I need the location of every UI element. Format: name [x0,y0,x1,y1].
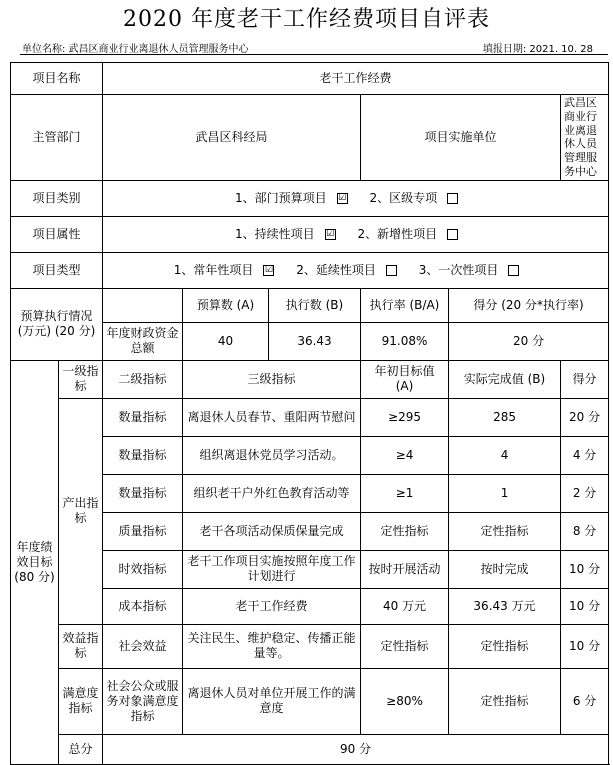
actual-header: 实际完成值 (B) [449,360,561,398]
actual-cell: 定性指标 [449,512,561,550]
level1-header: 一级指标 [59,360,103,398]
attribute-option: 1、持续性项目 ☑ [235,226,335,241]
checkbox-icon[interactable]: ☑ [338,192,347,203]
score-header: 得分 (20 分*执行率) [449,288,609,322]
table-row [11,398,609,436]
checkbox-icon[interactable] [447,229,458,240]
table-row [11,668,609,734]
perf-score-header: 得分 [561,360,609,398]
budget-header: 预算数 (A) [183,288,269,322]
type-label: 项目类型 [11,252,103,288]
target-cell: ≥4 [361,436,449,474]
category-option: 1、部门预算项目 ☑ [235,190,347,205]
dept-value: 武昌区科经局 [103,95,361,181]
level3-header: 三级指标 [183,360,361,398]
table-row [11,624,609,668]
level3-cell: 老干各项活动保质保量完成 [183,512,361,550]
target-cell: 按时开展活动 [361,550,449,588]
score-cell: 2 分 [561,474,609,512]
budget-score-value: 20 分 [449,322,609,360]
level3-cell: 离退休人员对单位开展工作的满意度 [183,668,361,734]
level2-cell: 数量指标 [103,436,183,474]
attribute-option: 2、新增性项目 [357,227,458,242]
level3-cell: 组织离退休党员学习活动。 [183,436,361,474]
target-cell: ≥295 [361,398,449,436]
actual-cell: 285 [449,398,561,436]
target-header: 年初目标值 (A) [361,360,449,398]
score-cell: 10 分 [561,550,609,588]
score-cell: 20 分 [561,398,609,436]
category-option: 2、区级专项 [369,191,458,206]
level3-cell: 老干工作项目实施按照年度工作计划进行 [183,550,361,588]
project-name-label: 项目名称 [11,63,103,95]
project-name-value: 老干工作经费 [103,63,609,95]
satisfaction-group-label: 满意度指标 [59,668,103,734]
level2-cell: 社会效益 [103,624,183,668]
checkbox-icon[interactable] [386,265,397,276]
rate-header: 执行率 (B/A) [361,288,449,322]
exec-unit-value: 武昌区商业行业离退休人员管理服务中心 [561,95,609,181]
total-label: 总分 [59,734,103,764]
perf-label: 年度绩效目标 (80 分) [11,360,59,764]
attribute-label: 项目属性 [11,216,103,252]
checkbox-icon[interactable] [508,265,519,276]
actual-cell: 36.43 万元 [449,588,561,624]
actual-cell: 1 [449,474,561,512]
target-cell: 定性指标 [361,512,449,550]
level2-cell: 社会公众或服务对象满意度指标 [103,668,183,734]
target-cell: 40 万元 [361,588,449,624]
rate-value: 91.08% [361,322,449,360]
checkbox-icon[interactable] [447,193,458,204]
type-option: 3、一次性项目 [419,263,520,278]
budget-label: 预算执行情况 (万元) (20 分) [11,288,103,360]
target-cell: 定性指标 [361,624,449,668]
checkbox-icon[interactable]: ☑ [264,264,273,275]
level2-cell: 时效指标 [103,550,183,588]
level2-cell: 质量指标 [103,512,183,550]
level3-cell: 组织老干户外红色教育活动等 [183,474,361,512]
exec-unit-label: 项目实施单位 [361,95,561,181]
page-title: 2020 年度老干工作经费项目自评表 [123,7,490,32]
score-cell: 8 分 [561,512,609,550]
target-cell: ≥80% [361,668,449,734]
target-cell: ≥1 [361,474,449,512]
benefit-group-label: 效益指标 [59,624,103,668]
level2-cell: 数量指标 [103,398,183,436]
exec-value: 36.43 [269,322,361,360]
category-options [103,180,609,216]
output-group-label: 产出指标 [59,398,103,624]
level2-header: 二级指标 [103,360,183,398]
budget-value: 40 [183,322,269,360]
actual-cell: 定性指标 [449,668,561,734]
budget-blank-header [103,288,183,322]
score-cell: 4 分 [561,436,609,474]
type-option: 2、延续性项目 [296,263,397,278]
level3-cell: 离退休人员春节、重阳两节慰问 [183,398,361,436]
dept-label: 主管部门 [11,95,103,181]
attribute-options [103,216,609,252]
actual-cell: 4 [449,436,561,474]
unit-name: 单位名称: 武昌区商业行业离退休人员管理服务中心 [22,44,249,55]
actual-cell: 按时完成 [449,550,561,588]
fund-total-label: 年度财政资金总额 [103,322,183,360]
category-label: 项目类别 [11,180,103,216]
checkbox-icon[interactable]: ☑ [326,228,335,239]
score-cell: 10 分 [561,624,609,668]
actual-cell: 定性指标 [449,624,561,668]
fill-date: 填报日期: 2021. 10. 28 [482,44,593,55]
level2-cell: 成本指标 [103,588,183,624]
level2-cell: 数量指标 [103,474,183,512]
total-value: 90 分 [103,734,609,764]
score-cell: 6 分 [561,668,609,734]
exec-header: 执行数 (B) [269,288,361,322]
type-option: 1、常年性项目 ☑ [173,262,273,277]
evaluation-table [10,62,609,765]
level3-cell: 老干工作经费 [183,588,361,624]
score-cell: 10 分 [561,588,609,624]
type-options [103,252,609,288]
header-divider [20,54,608,55]
level3-cell: 关注民生、维护稳定、传播正能量等。 [183,624,361,668]
